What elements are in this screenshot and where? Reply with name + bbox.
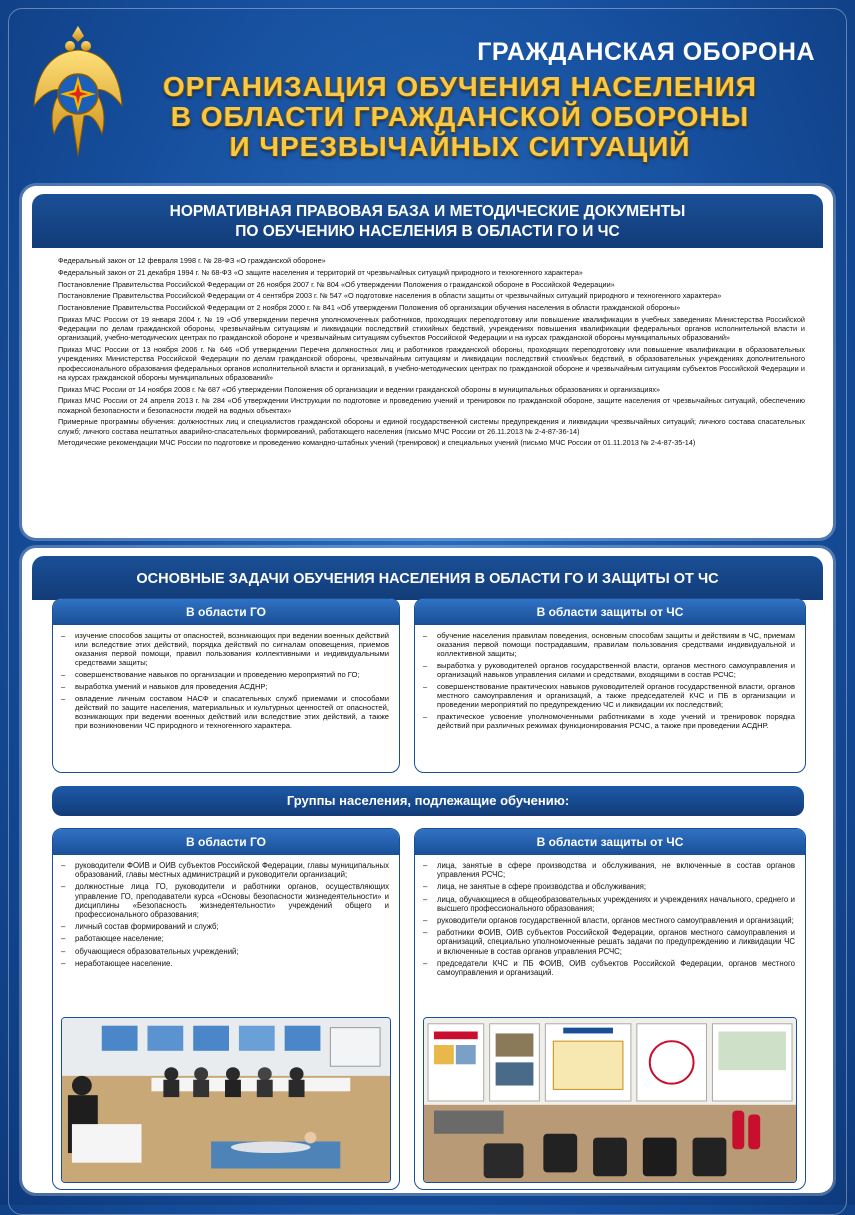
list-item: – работающее население;	[61, 934, 389, 943]
tasks-chs-box	[414, 598, 806, 773]
header-title-line: В ОБЛАСТИ ГРАЖДАНСКОЙ ОБОРОНЫ	[170, 101, 750, 132]
list-item: – изучение способов защиты от опасностей, возникающих при ведении военных действий или вследствие этих действий, порядка действий по сигналам оповещения, приемов оказания первой помощи, правил пользования коллективными и индивидуальными средствами защиты;	[61, 631, 389, 667]
tasks-chs-list	[423, 631, 795, 730]
legal-item: Приказ МЧС России от 13 ноября 2006 г. № 646 «Об утверждении Перечня должностных лиц и работников гражданской обороны, проходящих переподготовку или повышение квалификации в образовательных учреждениях Министерства Российской Федерации по делам гражданской обороны, чрезвычайным ситуациям и ликвидации последствий стихийных бедствий, в образовательных учреждениях дополнительного профессионального образования федеральных органов исполнительной власти и организаций, в учебно-методических центрах по гражданской обороне и чрезвычайным ситуациям субъектов Российской Федерации и на курсах гражданской обороны муниципальных образований»	[58, 345, 805, 382]
legal-item: Методические рекомендации МЧС России по подготовке и проведению командно-штабных учений (тренировок) и специальных учений (письмо МЧС России от 01.11.2013 № 2-4-87-35-14)	[58, 438, 696, 448]
list-item: – обучение населения правилам поведения, основным способам защиты и действиям в ЧС, приемам оказания первой помощи пострадавшим, правилам пользования средствами индивидуальной и коллективной защиты;	[423, 631, 795, 658]
legal-item: Федеральный закон от 21 декабря 1994 г. № 68-ФЗ «О защите населения и территорий от чрезвычайных ситуаций природного и техногенного характера»	[58, 267, 583, 277]
civil-defense-classroom-photo-icon	[423, 1017, 797, 1183]
list-item: – должностные лица ГО, руководители и работники органов, осуществляющих управление ГО, преподаватели курса «Основы безопасности жизнедеятельности» и дисциплины «Безопасность жизнедеятельности» учреждений общего и профессионального образования;	[61, 882, 389, 919]
tasks-chs-title: В области защиты от ЧС	[415, 599, 805, 625]
list-item: – выработка умений и навыков для проведения АСДНР;	[61, 682, 389, 691]
list-item: – лица, занятые в сфере производства и обслуживания, не включенные в состав органов управления РСЧС;	[423, 861, 795, 879]
legal-list	[58, 256, 805, 448]
legal-item: Постановление Правительства Российской Федерации от 26 ноября 2007 г. № 804 «Об утверждении Положения о гражданской обороне в Российской Федерации»	[58, 279, 615, 289]
legal-heading-line: НОРМАТИВНАЯ ПРАВОВАЯ БАЗА И МЕТОДИЧЕСКИЕ ДОКУМЕНТЫ	[169, 203, 686, 220]
tasks-go-box	[52, 598, 400, 773]
header-title-line: ОРГАНИЗАЦИЯ ОБУЧЕНИЯ НАСЕЛЕНИЯ	[162, 71, 758, 102]
legal-item: Приказ МЧС России от 19 января 2004 г. № 19 «Об утверждении перечня уполномоченных работников, проходящих переподготовку или повышение квалификации в учебных заведениях Министерства Российской Федерации по делам гражданской обороны, чрезвычайным ситуациям и ликвидации последствий стихийных бедствий, учреждениях повышения квалификации федеральных органов исполнительной власти и организаций, учебно-методических центрах по гражданской обороне и чрезвычайным ситуациям субъектов Российской Федерации и на курсах гражданской обороны муниципальных образований»	[58, 314, 805, 343]
list-item: – практическое усвоение уполномоченными работниками в ходе учений и тренировок порядка действий при различных режимах функционирования РСЧС, а также при проведении АСДНР.	[423, 712, 795, 730]
legal-heading-line: ПО ОБУЧЕНИЮ НАСЕЛЕНИЯ В ОБЛАСТИ ГО И ЧС	[235, 223, 620, 240]
groups-heading: Группы населения, подлежащие обучению:	[52, 786, 804, 816]
classroom-training-photo-icon	[61, 1017, 391, 1183]
list-item: – руководители органов государственной власти, органов местного самоуправления и организаций;	[423, 916, 795, 925]
header-top-title: ГРАЖДАНСКАЯ ОБОРОНА	[477, 38, 815, 66]
legal-item: Приказ МЧС России от 24 апреля 2013 г. № 284 «Об утверждении Инструкции по подготовке и проведению учений и тренировок по гражданской обороне, защите населения от чрезвычайных ситуаций, обеспечению пожарной безопасности и безопасности людей на водных объектах»	[58, 396, 805, 415]
list-item: – совершенствование практических навыков руководителей органов государственной власти, органов местного самоуправления и организаций, а также председателей КЧС и ПБ в организации и проведении мероприятий по предупреждению ЧС и ликвидации их последствий;	[423, 682, 795, 709]
groups-go-title: В области ГО	[53, 829, 399, 855]
list-item: – работники ФОИВ, ОИВ субъектов Российской Федерации, органов местного самоуправления и организаций, специально уполномоченные решать задачи по предупреждению и ликвидации ЧС и включенные в состав органов управления РСЧС;	[423, 928, 795, 956]
list-item: – овладение личным составом НАСФ и спасательных служб приемами и способами действий по защите населения, материальных и культурных ценностей от опасностей, возникающих при ведении военных действий или вследствие этих действий, а также при возникновении ЧС природного и техногенного характера.	[61, 694, 389, 730]
list-item: – лица, обучающиеся в общеобразовательных учреждениях и учреждениях начального, среднего и высшего профессионального образования;	[423, 895, 795, 913]
list-item: – председатели КЧС и ПБ ФОИВ, ОИВ субъектов Российской Федерации, органов местного самоуправления и организаций.	[423, 959, 795, 977]
tasks-go-title: В области ГО	[53, 599, 399, 625]
legal-item: Приказ МЧС России от 14 ноября 2008 г. № 687 «Об утверждении Положения об организации и ведении гражданской обороны в муниципальных образованиях и организациях»	[58, 384, 661, 394]
header-main-title	[150, 72, 770, 162]
groups-chs-list	[423, 861, 795, 977]
list-item: – обучающиеся образовательных учреждений;	[61, 947, 389, 956]
tasks-go-list	[61, 631, 389, 730]
list-item: – личный состав формирований и служб;	[61, 922, 389, 931]
tasks-panel	[22, 548, 833, 1193]
legal-item: Постановление Правительства Российской Федерации от 2 ноября 2000 г. № 841 «Об утверждении Положения об организации обучения населения в области гражданской обороны»	[58, 303, 681, 313]
legal-base-panel	[22, 186, 833, 538]
legal-item: Федеральный закон от 12 февраля 1998 г. № 28-ФЗ «О гражданской обороне»	[58, 256, 326, 265]
legal-base-heading	[32, 194, 823, 248]
legal-item: Примерные программы обучения: должностных лиц и специалистов гражданской обороны и единой государственной системы предупреждения и ликвидации чрезвычайных ситуаций; личного состава спасательных служб; личного состава нештатных аварийно-спасательных формирований, работающего населения (письмо МЧС России от 26.11.2013 № 2-4-87-36-14)	[58, 417, 805, 436]
list-item: – лица, не занятые в сфере производства и обслуживания;	[423, 882, 795, 891]
groups-go-box	[52, 828, 400, 1190]
header-title-line: И ЧРЕЗВЫЧАЙНЫХ СИТУАЦИЙ	[229, 131, 691, 162]
groups-chs-box	[414, 828, 806, 1190]
list-item: – руководители ФОИВ и ОИВ субъектов Российской Федерации, главы муниципальных образований, главы местных администраций и руководители организаций;	[61, 861, 389, 879]
emchs-eagle-emblem-icon	[30, 22, 126, 162]
groups-chs-title: В области защиты от ЧС	[415, 829, 805, 855]
tasks-heading: ОСНОВНЫЕ ЗАДАЧИ ОБУЧЕНИЯ НАСЕЛЕНИЯ В ОБЛАСТИ ГО И ЗАЩИТЫ ОТ ЧС	[32, 556, 823, 600]
list-item: – неработающее население.	[61, 959, 389, 968]
groups-go-list	[61, 861, 389, 968]
legal-item: Постановление Правительства Российской Федерации от 4 сентября 2003 г. № 547 «О подготовке населения в области защиты от чрезвычайных ситуаций природного и техногенного характера»	[58, 291, 722, 301]
list-item: – совершенствование навыков по организации и проведению мероприятий по ГО;	[61, 670, 389, 679]
list-item: – выработка у руководителей органов государственной власти, органов местного самоуправления и организаций навыков управления силами и средствами, входящими в состав РСЧС;	[423, 661, 795, 679]
